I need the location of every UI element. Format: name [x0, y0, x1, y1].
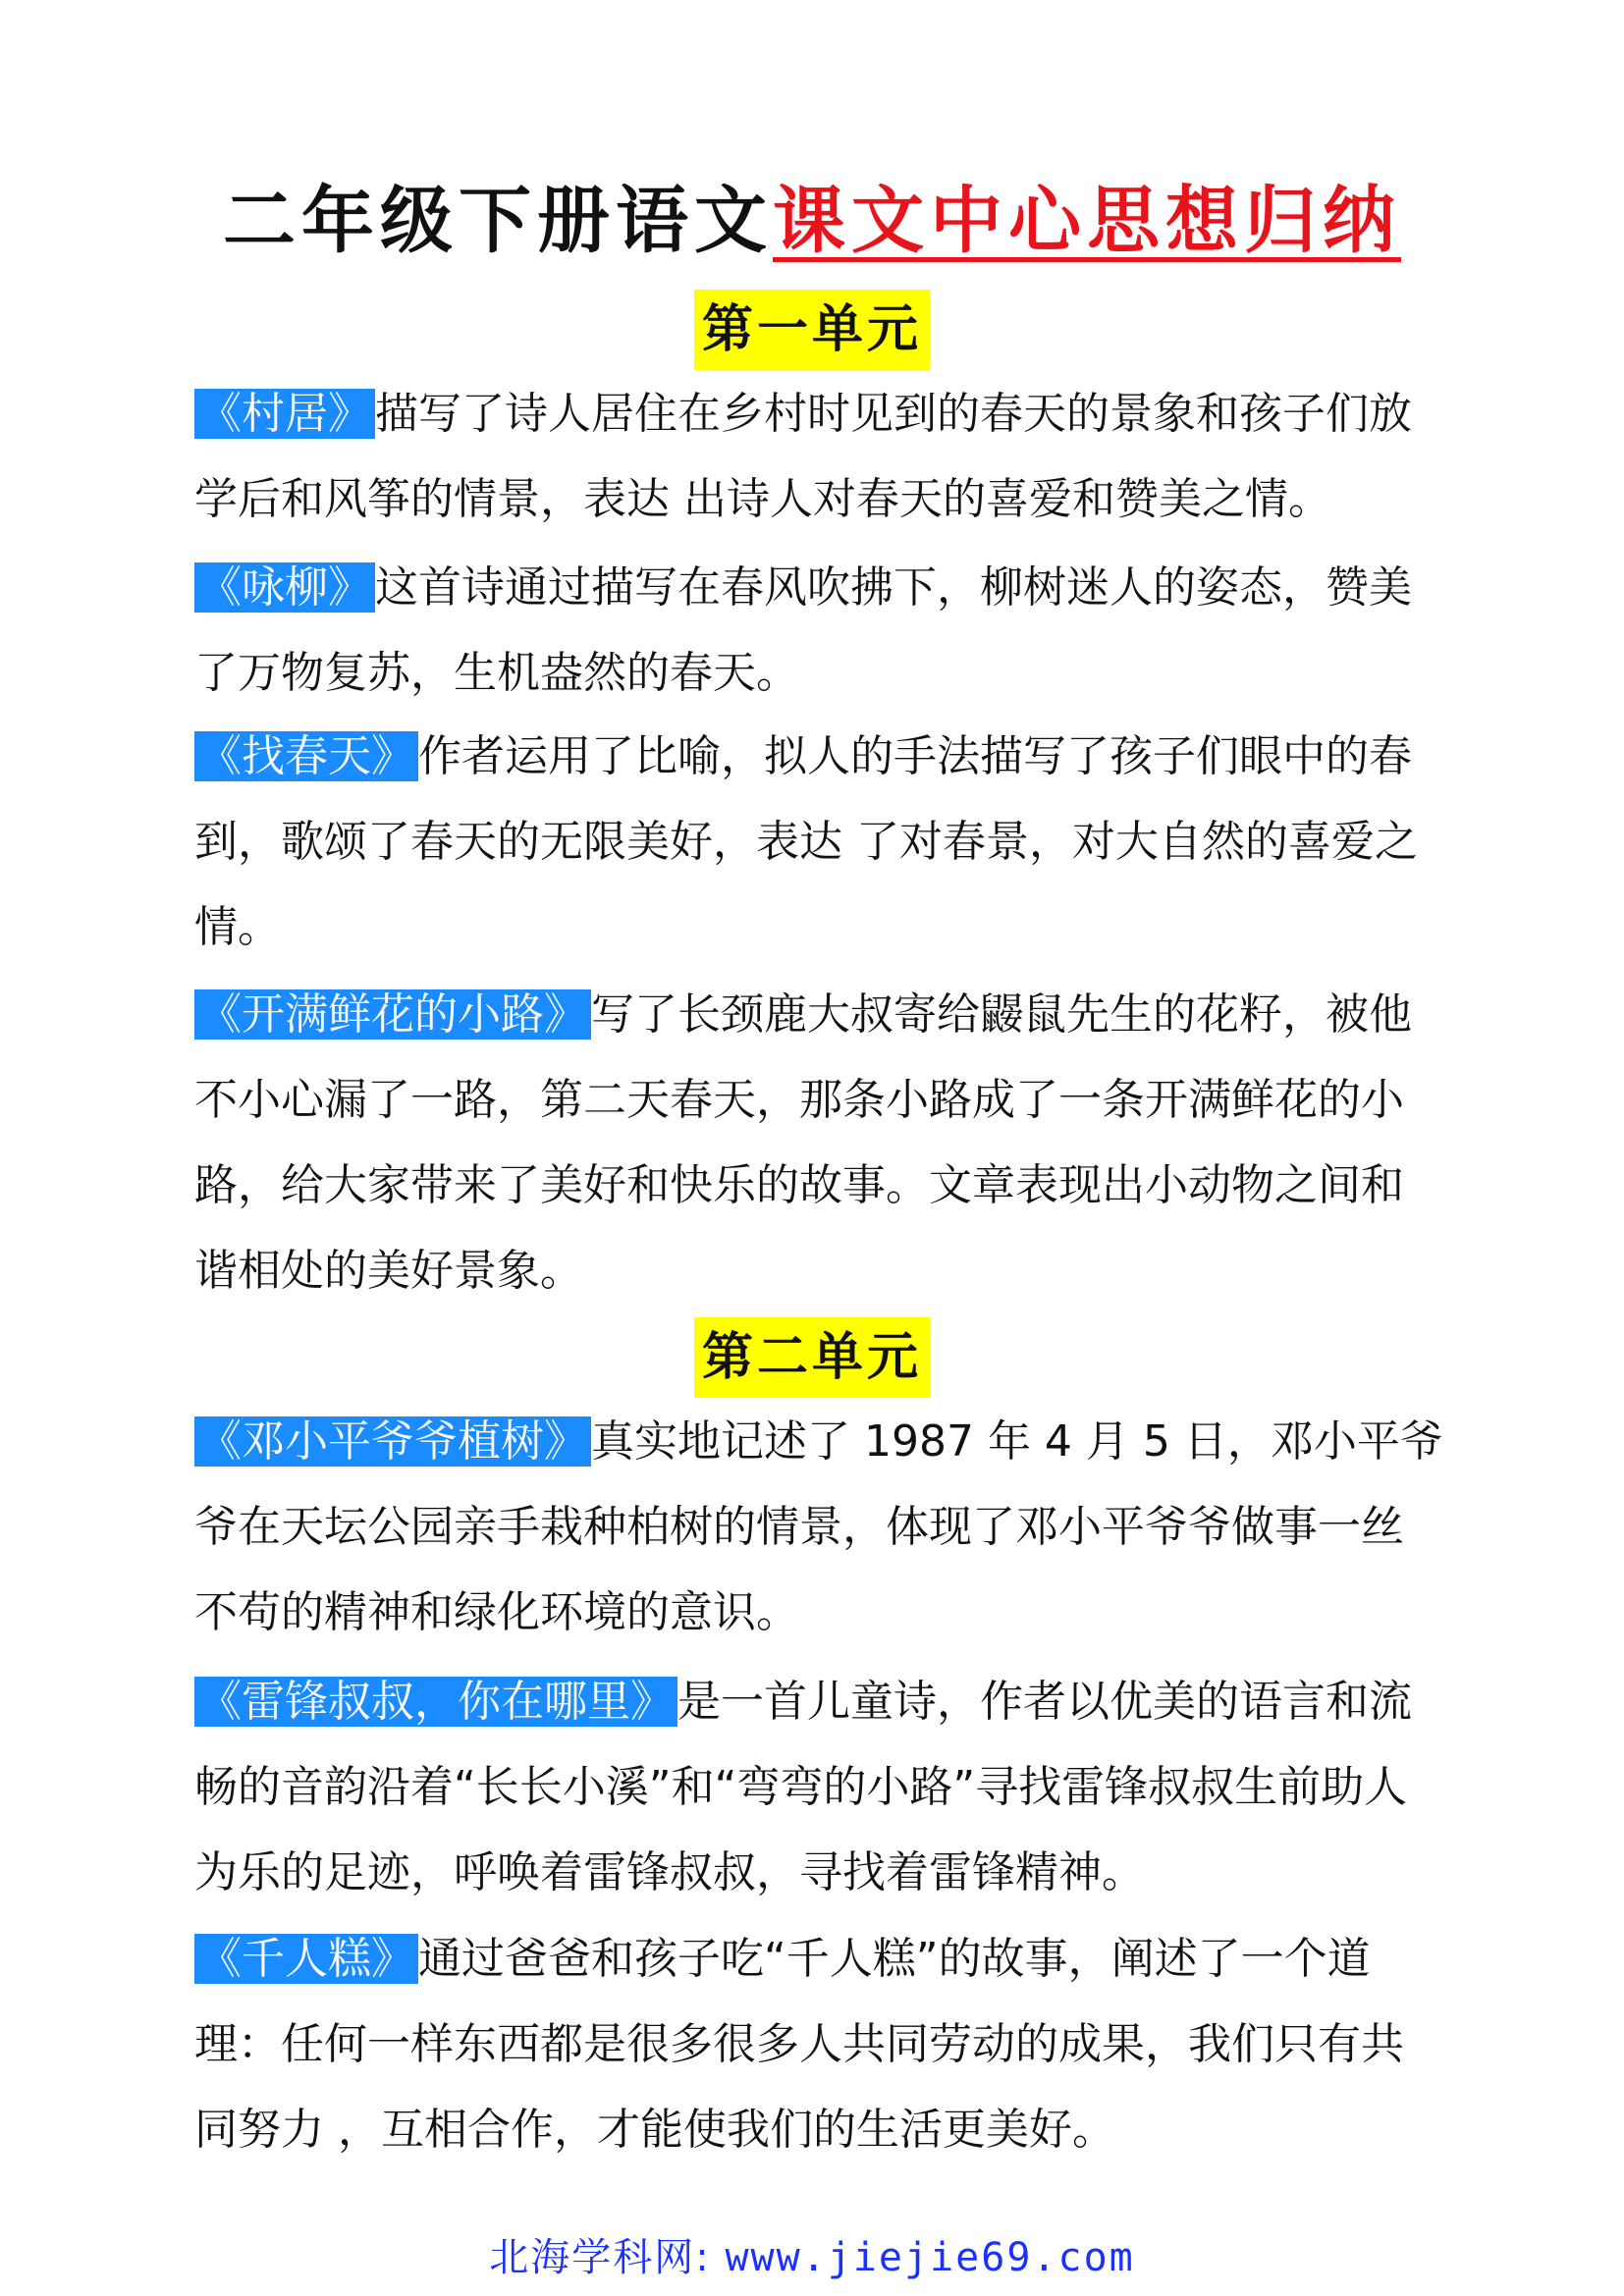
lesson-summary: 真实地记述了 1987 年 4 月 5 日，邓小平爷爷在天坛公园亲手栽种柏树的情景，体现了邓小平爷爷做事一丝不苟的精神和绿化环境的意识。	[194, 1416, 1443, 1637]
footer-url[interactable]: www.jiejie69.com	[725, 2235, 1135, 2280]
lesson-tag: 《雷锋叔叔，你在哪里》	[194, 1677, 677, 1727]
entry-cunju	[194, 371, 1446, 542]
lesson-summary: 通过爸爸和孩子吃“千人糕”的故事，阐述了一个道理：任何一样东西都是很多很多人共同劳动的成果，我们只有共同努力 ，互相合作，才能使我们的生活更美好。	[194, 1934, 1404, 2155]
footer-site: 北海学科网:	[489, 2235, 711, 2280]
unit-heading-2: 第二单元	[0, 1317, 1624, 1398]
lesson-tag: 《咏柳》	[194, 562, 375, 613]
page-title	[0, 167, 1624, 275]
lesson-tag: 《找春天》	[194, 731, 418, 781]
entry-zhaochuntian	[194, 714, 1446, 970]
title-black: 二年级下册语文	[223, 179, 773, 263]
lesson-tag: 《邓小平爷爷植树》	[194, 1416, 591, 1467]
lesson-tag: 《村居》	[194, 389, 375, 439]
lesson-summary: 这首诗通过描写在春风吹拂下，柳树迷人的姿态，赞美了万物复苏，生机盎然的春天。	[194, 562, 1412, 698]
lesson-summary: 作者运用了比喻，拟人的手法描写了孩子们眼中的春到，歌颂了春天的无限美好，表达 了对春景，对大自然的喜爱之情。	[194, 731, 1418, 952]
lesson-tag: 《开满鲜花的小路》	[194, 989, 591, 1040]
lesson-tag: 《千人糕》	[194, 1934, 418, 1984]
lesson-summary: 描写了诗人居住在乡村时见到的春天的景象和孩子们放学后和风筝的情景，表达 出诗人对春天的喜爱和赞美之情。	[194, 389, 1412, 524]
unit-heading-1: 第一单元	[0, 290, 1624, 370]
entry-yongliu	[194, 545, 1446, 716]
footer-watermark	[0, 2228, 1624, 2287]
entry-qianrengao	[194, 1916, 1446, 2172]
lesson-summary: 写了长颈鹿大叔寄给鼹鼠先生的花籽，被他不小心漏了一路，第二天春天，那条小路成了一条开满鲜花的小路，给大家带来了美好和快乐的故事。文章表现出小动物之间和谐相处的美好景象。	[194, 989, 1412, 1296]
entry-leifeng	[194, 1659, 1446, 1915]
entry-kaimanxianhua	[194, 972, 1446, 1313]
title-red: 课文中心思想归纳	[773, 179, 1401, 263]
lesson-summary: 是一首儿童诗，作者以优美的语言和流畅的音韵沿着“长长小溪”和“弯弯的小路”寻找雷锋叔叔生前助人为乐的足迹，呼唤着雷锋叔叔，寻找着雷锋精神。	[194, 1677, 1412, 1897]
entry-dengxiaoping	[194, 1399, 1446, 1655]
